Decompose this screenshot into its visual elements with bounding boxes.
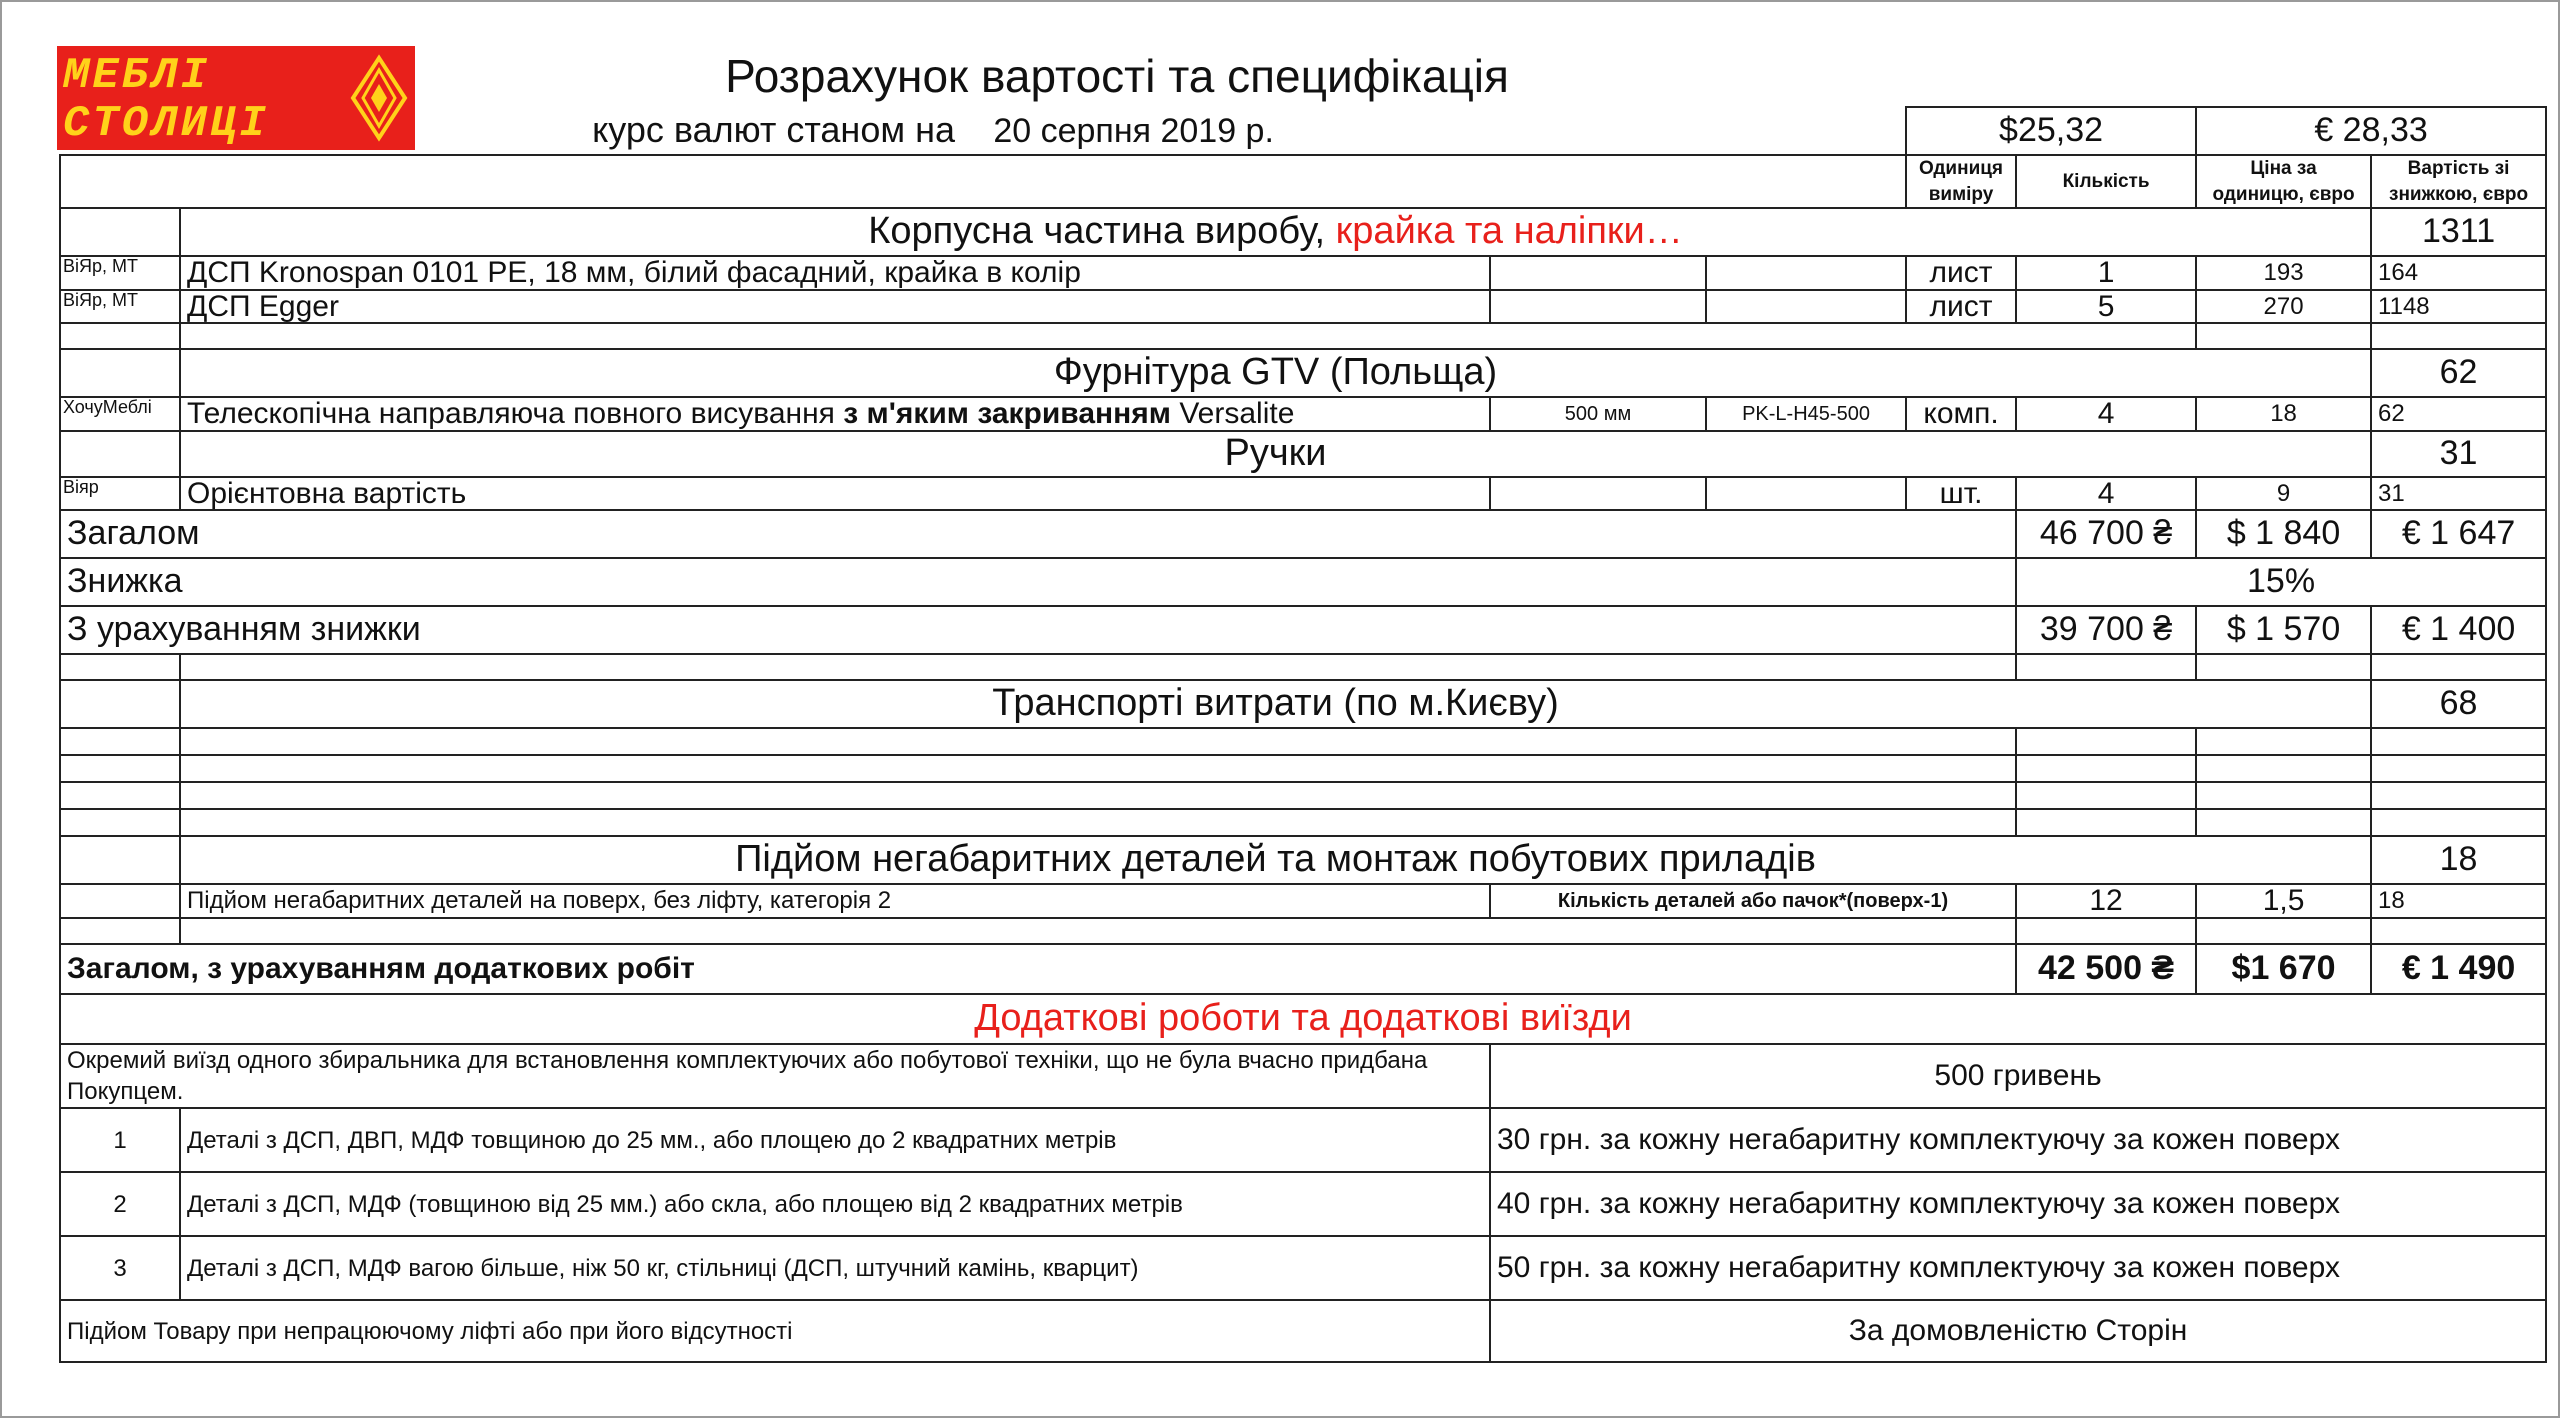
section-body-title-red: крайка та наліпки… [1335,210,1683,253]
section-handles-label: Ручки [180,431,2371,477]
extra-item-number: 3 [60,1236,180,1300]
spec-table [59,106,2547,1363]
grand-total-label: Загалом, з урахуванням додаткових робіт [60,944,2016,994]
header-unit-price: Ціна за одиницю, євро [2196,155,2371,208]
row-name-bold: з м'яким закриванням [843,397,1171,431]
extra-item-number: 2 [60,1172,180,1236]
rate-date: 20 серпня 2019 р. [993,112,1274,151]
extra-visit-price: 500 гривень [1490,1044,2546,1108]
row-name: ДСП Egger [180,290,1490,324]
row-price: 193 [2196,256,2371,290]
extra-visit-row [60,1044,2546,1108]
empty-row [60,323,2546,349]
empty-row [60,782,2546,809]
rate-eur: € 28,33 [2196,107,2546,155]
row-unit: лист [1906,290,2016,324]
summary-total-row [60,510,2546,558]
section-fittings-total: 62 [2371,349,2546,397]
summary-total-eur: € 1 647 [2371,510,2546,558]
table-row [60,884,2546,918]
rate-label: курс валют станом на [592,109,955,151]
row-size: 500 мм [1490,397,1706,431]
summary-with-discount-label: З урахуванням знижки [60,606,2016,654]
extra-item-row [60,1236,2546,1300]
row-qty: 4 [2016,397,2196,431]
row-price: 1,5 [2196,884,2371,918]
row-note: Кількість деталей або пачок*(поверх-1) [1490,884,2016,918]
logo-line-1: МЕБЛІ [63,51,211,101]
row-sum: 1148 [2371,290,2546,324]
row-name-part: Versalite [1170,397,1295,431]
extra-visit-text: Окремий виїзд одного збиральника для встановлення комплектуючих або побутової техніки, що не була вчасно придбана Покупцем. [60,1044,1490,1108]
row-price: 9 [2196,477,2371,511]
extra-lift-text: Підйом Товару при непрацюючому ліфті або при його відсутності [60,1300,1490,1362]
table-row [60,477,2546,511]
section-handles-total: 31 [2371,431,2546,477]
row-source: ХочуМеблі [60,397,180,431]
header-discounted: Вартість зі знижкою, євро [2371,155,2546,208]
summary-wd-eur: € 1 400 [2371,606,2546,654]
row-qty: 12 [2016,884,2196,918]
header-row [60,155,2546,208]
summary-with-discount-row [60,606,2546,654]
row-source: Віяр [60,477,180,511]
grand-total-usd: $1 670 [2196,944,2371,994]
section-body-title [60,208,2546,256]
row-qty: 1 [2016,256,2196,290]
rate-row [60,107,2546,155]
extra-item-desc: Деталі з ДСП, МДФ вагою більше, ніж 50 кг, стільниці (ДСП, штучний камінь, кварцит) [180,1236,1490,1300]
row-source: ВіЯр, МТ [60,256,180,290]
section-fittings-label: Фурнітура GTV (Польща) [180,349,2371,397]
row-unit: шт. [1906,477,2016,511]
row-unit: лист [1906,256,2016,290]
extra-title: Додаткові роботи та додаткові виїзди [60,994,2546,1044]
extra-lift-price: За домовленістю Сторін [1490,1300,2546,1362]
row-qty: 4 [2016,477,2196,511]
row-name: Орієнтовна вартість [180,477,1490,511]
row-name-part: Телескопічна направляюча повного висування [187,397,844,431]
table-row [60,397,2546,431]
row-sum: 31 [2371,477,2546,511]
row-sum: 164 [2371,256,2546,290]
extra-lift-row [60,1300,2546,1362]
row-sum: 62 [2371,397,2546,431]
summary-discount-value: 15% [2016,558,2546,606]
extra-item-desc: Деталі з ДСП, ДВП, МДФ товщиною до 25 мм., або площею до 2 квадратних метрів [180,1108,1490,1172]
section-lifting-total: 18 [2371,836,2546,884]
empty-row [60,755,2546,782]
summary-discount-row [60,558,2546,606]
summary-wd-usd: $ 1 570 [2196,606,2371,654]
header-unit: Одиниця виміру [1906,155,2016,208]
empty-row [60,728,2546,755]
table-row [60,290,2546,324]
extra-item-desc: Деталі з ДСП, МДФ (товщиною від 25 мм.) або скла, або площею від 2 квадратних метрів [180,1172,1490,1236]
section-transport-title [60,680,2546,728]
page-title: Розрахунок вартості та специфікація [725,50,1509,102]
row-price: 18 [2196,397,2371,431]
summary-wd-uah: 39 700 ₴ [2016,606,2196,654]
row-qty: 5 [2016,290,2196,324]
section-fittings-title [60,349,2546,397]
extra-title-row [60,994,2546,1044]
grand-total-uah: 42 500 ₴ [2016,944,2196,994]
extra-item-price: 50 грн. за кожну негабаритну комплектуючу за кожен поверх [1490,1236,2546,1300]
extra-item-price: 40 грн. за кожну негабаритну комплектуючу за кожен поверх [1490,1172,2546,1236]
table-row [60,256,2546,290]
row-unit: комп. [1906,397,2016,431]
row-sum: 18 [2371,884,2546,918]
row-price: 270 [2196,290,2371,324]
grand-total-eur: € 1 490 [2371,944,2546,994]
row-code: PK-L-H45-500 [1706,397,1906,431]
section-body-title-black: Корпусна частина виробу, [868,210,1326,253]
row-name: ДСП Kronospan 0101 PE, 18 мм, білий фасадний, крайка в колір [180,256,1490,290]
summary-total-uah: 46 700 ₴ [2016,510,2196,558]
header-qty: Кількість [2016,155,2196,208]
logo-line-2: СТОЛИЦІ [63,99,269,149]
row-source: ВіЯр, МТ [60,290,180,324]
extra-item-number: 1 [60,1108,180,1172]
extra-item-price: 30 грн. за кожну негабаритну комплектуючу за кожен поверх [1490,1108,2546,1172]
summary-total-label: Загалом [60,510,2016,558]
section-transport-label: Транспорті витрати (по м.Києву) [180,680,2371,728]
empty-row [60,809,2546,836]
grand-total-row [60,944,2546,994]
row-name: Підйом негабаритних деталей на поверх, без ліфту, категорія 2 [180,884,1490,918]
extra-item-row [60,1172,2546,1236]
section-lifting-label: Підйом негабаритних деталей та монтаж побутових приладів [180,836,2371,884]
empty-row [60,654,2546,680]
summary-discount-label: Знижка [60,558,2016,606]
section-lifting-title [60,836,2546,884]
section-body-total: 1311 [2371,208,2546,256]
empty-row [60,918,2546,944]
extra-item-row [60,1108,2546,1172]
summary-total-usd: $ 1 840 [2196,510,2371,558]
rate-usd: $25,32 [1906,107,2196,155]
section-handles-title [60,431,2546,477]
section-transport-total: 68 [2371,680,2546,728]
